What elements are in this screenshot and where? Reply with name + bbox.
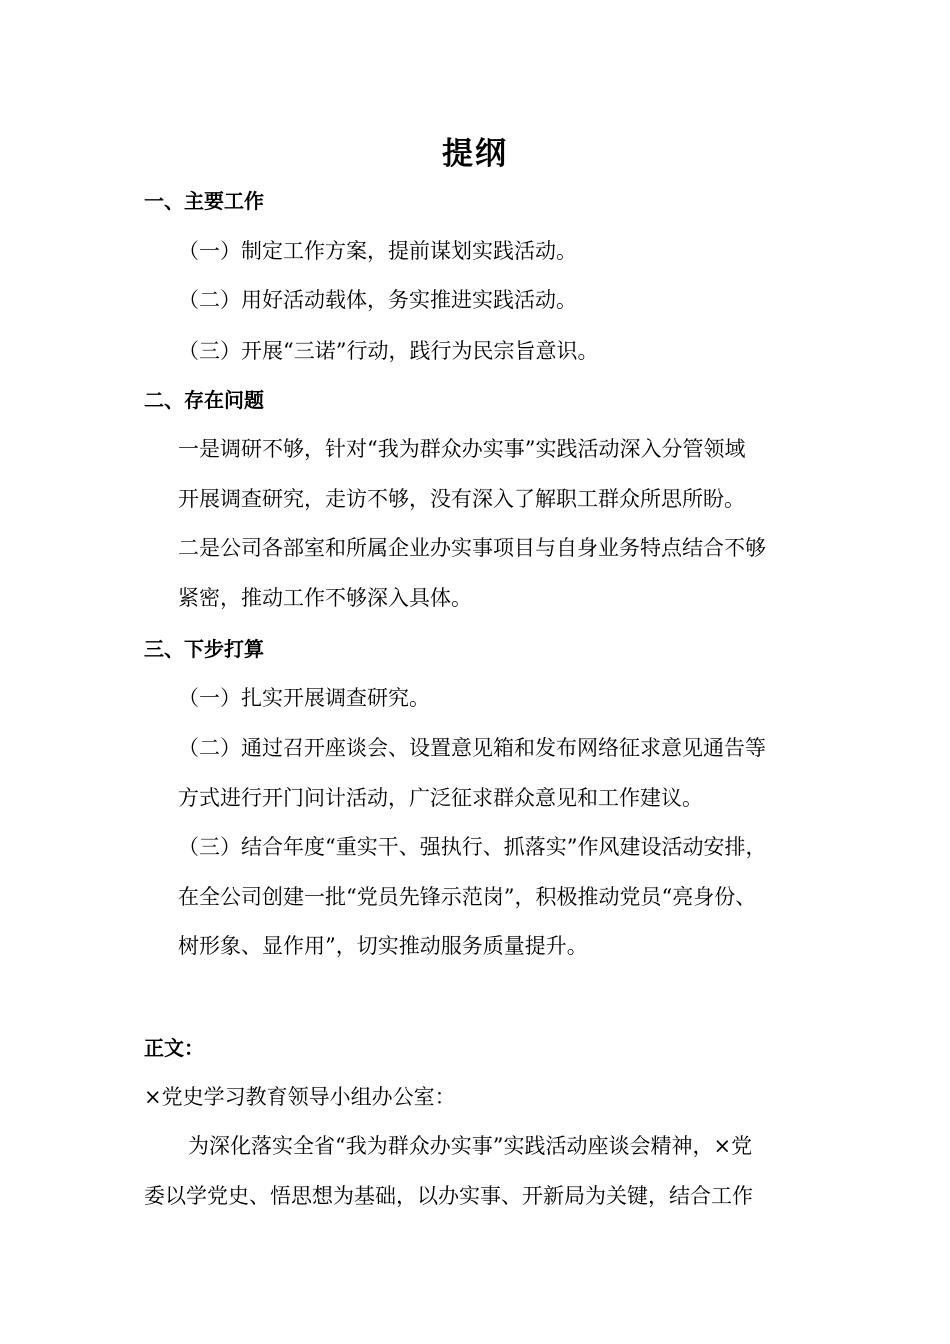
paragraph-line: 紧密，推动工作不够深入具体。 <box>178 586 472 610</box>
list-item: （一）制定工作方案，提前谋划实践活动。 <box>178 239 577 263</box>
paragraph-line: 二是公司各部室和所属企业办实事项目与自身业务特点结合不够 <box>178 536 766 560</box>
body-heading: 正文： <box>144 1036 204 1060</box>
paragraph-line: 为深化落实全省“我为群众办实事”实践活动座谈会精神，×党 <box>188 1134 753 1158</box>
paragraph-line: （二）通过召开座谈会、设置意见箱和发布网络征求意见通告等 <box>178 736 766 760</box>
paragraph-line: （一）扎实开展调查研究。 <box>178 686 430 710</box>
paragraph-line: 一是调研不够，针对“我为群众办实事”实践活动深入分管领域 <box>178 437 746 461</box>
paragraph-line: 树形象、显作用”，切实推动服务质量提升。 <box>178 934 588 958</box>
section-heading-problems: 二、存在问题 <box>144 388 264 412</box>
paragraph-line: 委以学党史、悟思想为基础，以办实事、开新局为关键，结合工作 <box>144 1184 753 1208</box>
paragraph-line: 方式进行开门问计活动，广泛征求群众意见和工作建议。 <box>178 786 703 810</box>
list-item: （二）用好活动载体，务实推进实践活动。 <box>178 288 577 312</box>
list-item: （三）开展“三诺”行动，践行为民宗旨意识。 <box>178 339 599 363</box>
paragraph-line: 在全公司创建一批“党员先锋示范岗”，积极推动党员“亮身份、 <box>178 885 757 909</box>
document-title: 提纲 <box>442 136 508 172</box>
salutation: ×党史学习教育领导小组办公室： <box>144 1085 456 1109</box>
section-heading-next-steps: 三、下步打算 <box>144 637 264 661</box>
section-heading-main-work: 一、主要工作 <box>144 189 264 213</box>
paragraph-line: （三）结合年度“重实干、强执行、抓落实”作风建设活动安排， <box>178 835 767 859</box>
paragraph-line: 开展调查研究，走访不够，没有深入了解职工群众所思所盼。 <box>178 487 745 511</box>
